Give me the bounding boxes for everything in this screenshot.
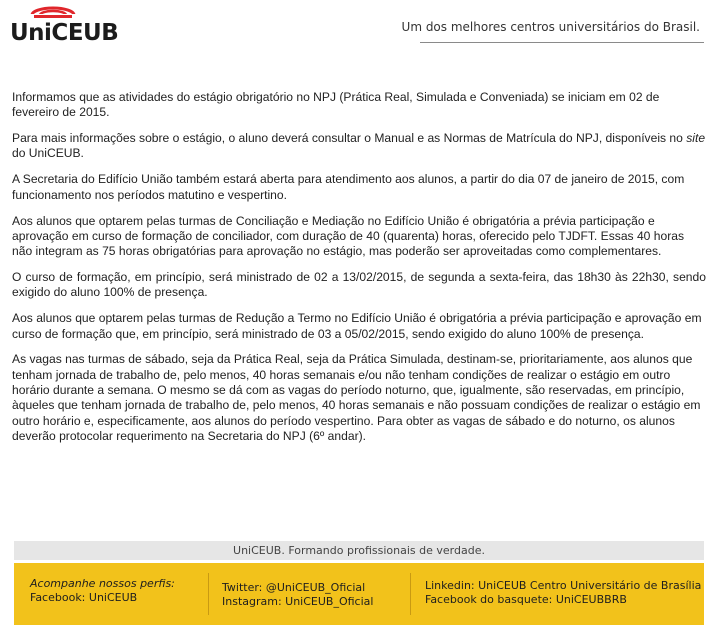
logo-text: UniCEUB [10, 20, 119, 46]
paragraph-curso-formacao: O curso de formação, em princípio, será ministrado de 02 a 13/02/2015, de segunda a sexta-feira, das 18h30 às 22h30, sendo exigido do aluno 100% de presença. [12, 270, 706, 300]
paragraph-vagas: As vagas nas turmas de sábado, seja da Prática Real, seja da Prática Simulada, destinam-se, prioritariamente, aos alunos que tenham jornada de trabalho de, pelo menos, 40 horas semanais e/ou não tenham condições de realizar o estágio em outro horário durante a semana. O mesmo se dá com as vagas do período noturno, que, igualmente, são reservadas, em princípio, àqueles que tenham jornada de trabalho de, pelo menos, 40 horas semanais e não possuam condições de realizar o estágio em outro horário e, especificamente, aos alunos do período vespertino. Para obter as vagas de sábado e do noturno, os alunos deverão protocolar requerimento na Secretaria do NPJ (6º andar). [12, 352, 701, 443]
uniceub-logo[interactable] [8, 6, 148, 46]
footer-social [14, 563, 704, 625]
footer-col-twitter [222, 581, 373, 609]
facebook-link[interactable]: Facebook: UniCEUB [30, 591, 138, 604]
facebook-basquete-link[interactable]: Facebook do basquete: UniCEUBBRB [425, 593, 627, 606]
paragraph-conciliacao: Aos alunos que optarem pelas turmas de Conciliação e Mediação no Edifício União é obrigatória a prévia participação e aprovação em curso de formação de conciliador, com duração de 40 (quarenta) horas, oferecido pelo TJDFT. Essas 40 horas não integram as 75 horas obrigatórias para aprovação no estágio, mas poderão ser aproveitadas como complementares. [12, 213, 685, 259]
footer-divider [410, 573, 411, 615]
message-body [12, 90, 706, 455]
p2-site-word: site [686, 131, 706, 146]
email-header [0, 0, 716, 50]
tagline: Um dos melhores centros universitários do Brasil. [401, 20, 700, 34]
p2-text-b: do UniCEUB. [12, 146, 84, 161]
footer-divider [208, 573, 209, 615]
paragraph-start-date: Informamos que as atividades do estágio obrigatório no NPJ (Prática Real, Simulada e Conveniada) se iniciam em 02 de fevereiro de 2015. [12, 90, 660, 120]
twitter-link[interactable]: Twitter: @UniCEUB_Oficial [222, 581, 366, 594]
footer-slogan: UniCEUB. Formando profissionais de verdade. [14, 541, 704, 560]
header-divider [420, 42, 704, 43]
paragraph-more-info [12, 131, 706, 162]
instagram-link[interactable]: Instagram: UniCEUB_Oficial [222, 595, 374, 608]
footer-col-follow [30, 577, 175, 605]
follow-label: Acompanhe nossos perfis: [30, 577, 175, 590]
paragraph-reducao-termo: Aos alunos que optarem pelas turmas de Redução a Termo no Edifício União é obrigatória a prévia participação e aprovação em curso de formação que, em princípio, será ministrado de 03 a 05/02/2015, sendo exigido do aluno 100% de presença. [12, 311, 702, 341]
linkedin-link[interactable]: Linkedin: UniCEUB Centro Universitário de Brasília [425, 579, 702, 592]
footer-col-linkedin [425, 579, 701, 607]
paragraph-secretaria: A Secretaria do Edifício União também estará aberta para atendimento aos alunos, a partir do dia 07 de janeiro de 2015, com funcionamento nos períodos matutino e vespertino. [12, 172, 685, 202]
p2-text-a: Para mais informações sobre o estágio, o aluno deverá consultar o Manual e as Normas de Matrícula do NPJ, disponíveis no [12, 131, 687, 146]
